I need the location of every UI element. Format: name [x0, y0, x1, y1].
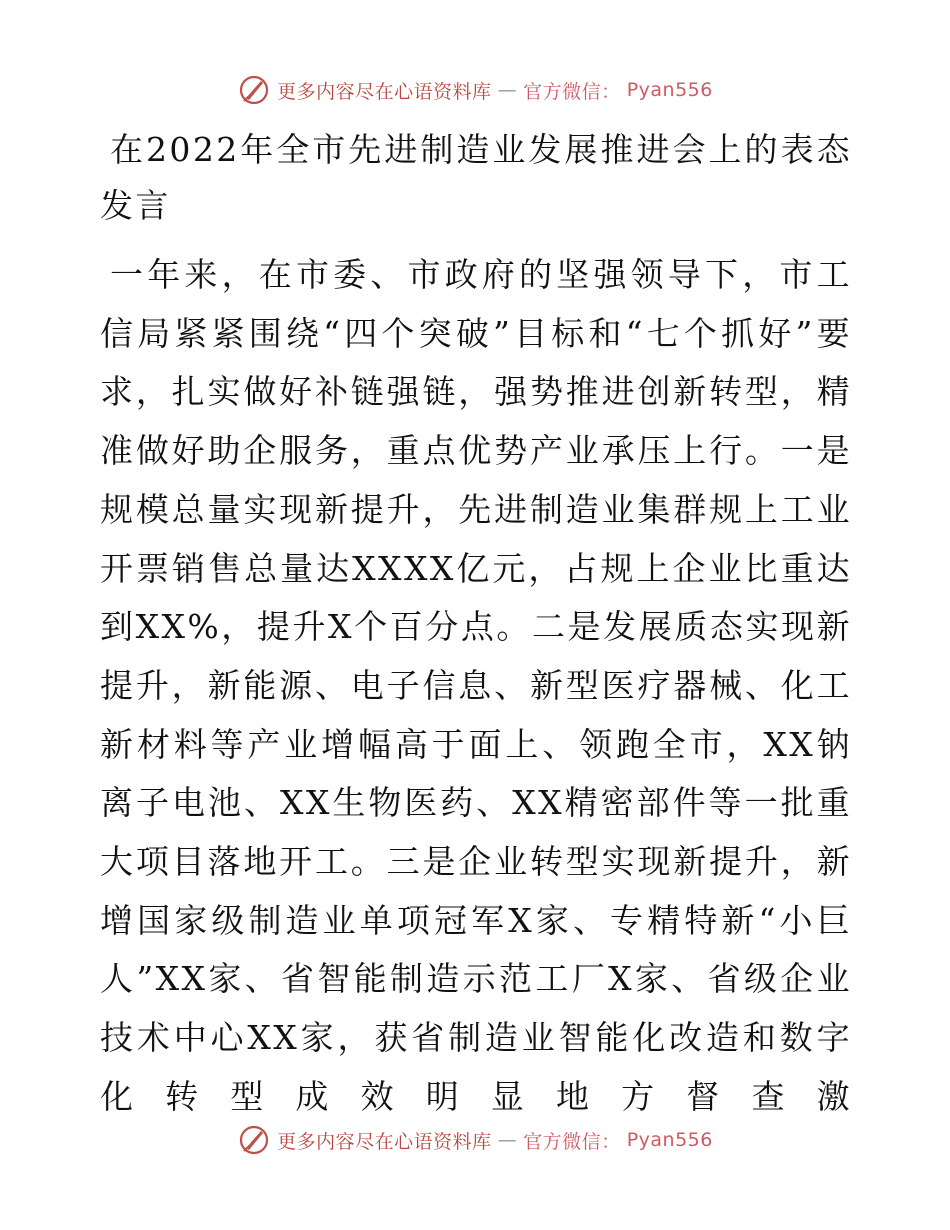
document-body: [100, 122, 852, 1127]
watermark-label: 官方微信：: [523, 1130, 621, 1153]
watermark-dash: —: [497, 1129, 518, 1151]
watermark-wechat-id: Pyan556: [626, 79, 713, 101]
feather-pen-circle-icon: [237, 1123, 271, 1157]
document-paragraph: 一年来，在市委、市政府的坚强领导下，市工信局紧紧围绕“四个突破”目标和“七个抓好”要求，扎实做好补链强链，强势推进创新转型，精准做好助企服务，重点优势产业承压上行。一是规模总量实现新提升，先进制造业集群规上工业开票销售总量达XXXX亿元，占规上企业比重达到XX%，提升X个百分点。二是发展质态实现新提升，新能源、电子信息、新型医疗器械、化工新材料等产业增幅高于面上、领跑全市，XX钠离子电池、XX生物医药、XX精密部件等一批重大项目落地开工。三是企业转型实现新提升，新增国家级制造业单项冠军X家、专精特新“小巨人”XX家、省智能制造示范工厂X家、省级企业技术中心XX家，获省制造业智能化改造和数字化转型成效明显地方督查激: [100, 255, 852, 1116]
watermark-brand: 更多内容尽在心语资料库: [277, 80, 492, 103]
watermark-brand: 更多内容尽在心语资料库: [277, 1130, 492, 1153]
feather-pen-circle-icon: [237, 73, 271, 107]
header-watermark: [0, 70, 950, 110]
watermark-label: 官方微信：: [523, 80, 621, 103]
watermark-dash: —: [497, 79, 518, 101]
footer-watermark: [0, 1120, 950, 1160]
watermark-wechat-id: Pyan556: [626, 1129, 713, 1151]
document-title: 在2022年全市先进制造业发展推进会上的表态发言: [100, 130, 852, 225]
